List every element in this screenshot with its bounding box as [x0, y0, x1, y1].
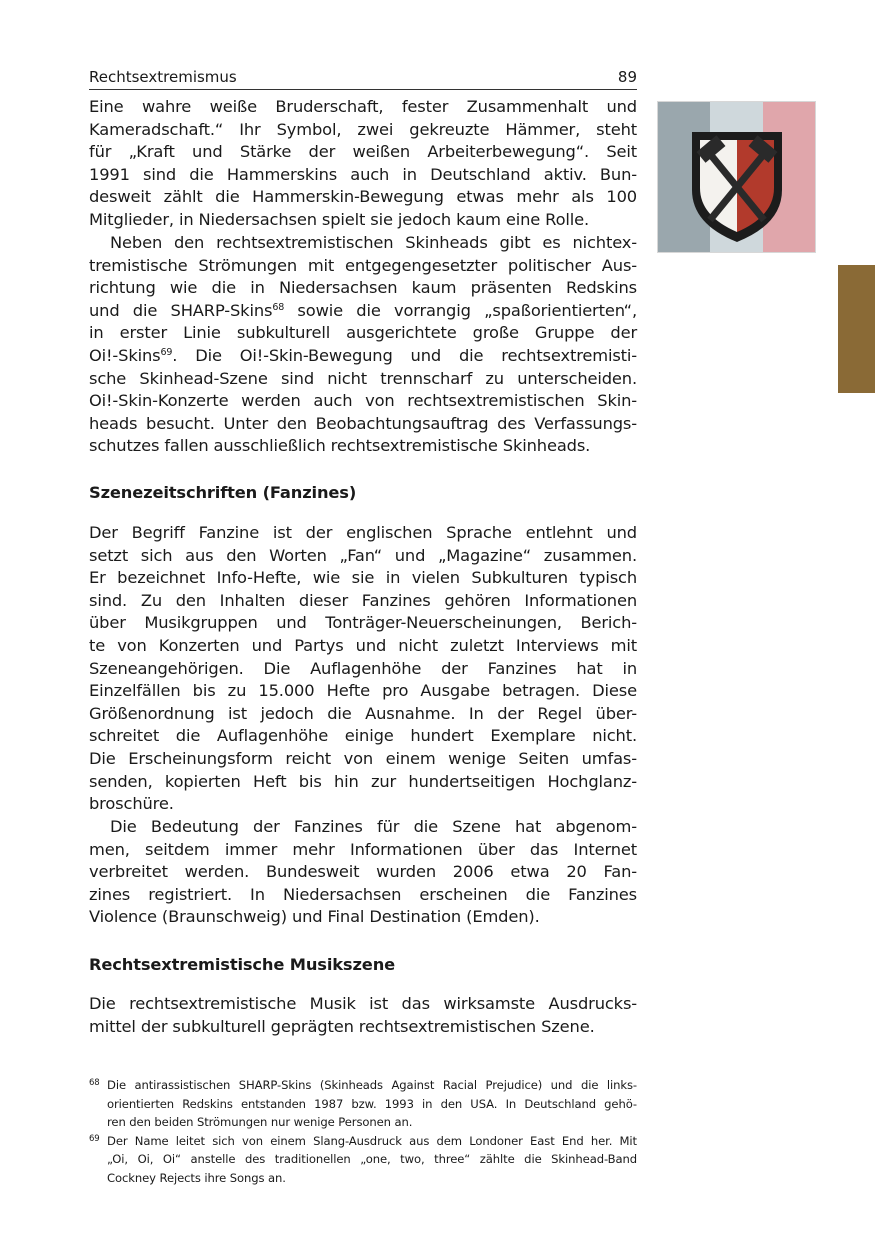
text-line: te von Konzerten und Partys und nicht zuletzt Interviews mit — [89, 635, 637, 655]
footnote-69 — [89, 1132, 637, 1188]
running-header — [89, 67, 637, 87]
footnotes — [89, 1076, 637, 1188]
text-line: 1991 sind die Hammerskins auch in Deutschland aktiv. Bun- — [89, 164, 637, 184]
footnote-68 — [89, 1076, 637, 1132]
footnote-line: Der Name leitet sich von einem Slang-Ausdruck aus dem Londoner East End her. Mit — [107, 1133, 637, 1148]
crossed-hammers-shield-icon — [658, 102, 815, 252]
chapter-tab — [838, 265, 875, 393]
footnote-ref-68[interactable]: 68 — [272, 301, 285, 313]
paragraph-1 — [89, 96, 637, 232]
hammerskin-emblem-image — [657, 101, 816, 253]
text-fragment: Oi!-Skins — [89, 345, 161, 365]
text-line: senden, kopierten Heft bis hin zur hundertseitigen Hochglanz- — [89, 771, 637, 791]
text-line: Die Erscheinungsform reicht von einem wenige Seiten umfas- — [89, 748, 637, 768]
footnote-line: „Oi, Oi, Oi“ anstelle des traditionellen „one, two, three“ zählte die Skinhead-Band — [107, 1152, 637, 1167]
text-line: Eine wahre weiße Bruderschaft, fester Zusammenhalt und — [89, 97, 637, 116]
footnote-number: 69 — [89, 1133, 100, 1144]
text-line: Kameradschaft.“ Ihr Symbol, zwei gekreuzte Hämmer, steht — [89, 119, 637, 139]
text-line: Einzelfällen bis zu 15.000 Hefte pro Ausgabe betragen. Diese — [89, 681, 637, 701]
text-line: Die rechtsextremistische Musik ist das wirksamste Ausdrucks- — [89, 994, 637, 1013]
section-heading-fanzines: Szenezeitschriften (Fanzines) — [89, 483, 357, 502]
text-line: tremistische Strömungen mit entgegengesetzter politischer Aus- — [89, 255, 637, 275]
footnote-line: orientierten Redskins entstanden 1987 bzw. 1993 in den USA. In Deutschland gehö- — [107, 1096, 637, 1111]
footnote-number: 68 — [89, 1078, 100, 1088]
text-line — [89, 300, 637, 323]
text-line: für „Kraft und Stärke der weißen Arbeiterbewegung“. Seit — [89, 142, 637, 162]
text-line: Der Begriff Fanzine ist der englischen Sprache entlehnt und — [89, 523, 637, 542]
text-line: Die Bedeutung der Fanzines für die Szene hat abgenom- — [110, 817, 637, 836]
footnote-line: ren den beiden Strömungen nur wenige Personen an. — [107, 1115, 413, 1130]
text-line: richtung wie die in Niedersachsen kaum präsenten Redskins — [89, 278, 637, 298]
footnote-line: Die antirassistischen SHARP-Skins (Skinheads Against Racial Prejudice) und die links- — [107, 1078, 637, 1092]
text-line: Mitglieder, in Niedersachsen spielt sie jedoch kaum eine Rolle. — [89, 209, 590, 229]
text-line: über Musikgruppen und Tonträger-Neuerscheinungen, Berich- — [89, 613, 637, 633]
text-line: schutzes fallen ausschließlich rechtsextremistische Skinheads. — [89, 436, 591, 456]
text-line: zines registriert. In Niedersachsen erscheinen die Fanzines — [89, 884, 637, 904]
paragraph-3 — [89, 522, 637, 816]
text-line: mittel der subkulturell geprägten rechtsextremistischen Szene. — [89, 1016, 595, 1036]
text-line: Oi!-Skin-Konzerte werden auch von rechtsextremistischen Skin- — [89, 391, 637, 411]
text-line: heads besucht. Unter den Beobachtungsauftrag des Verfassungs- — [89, 413, 637, 433]
section-heading-musikszene: Rechtsextremistische Musikszene — [89, 955, 396, 974]
footnote-ref-69[interactable]: 69 — [160, 346, 173, 358]
text-line: in erster Linie subkulturell ausgerichtete große Gruppe der — [89, 323, 637, 343]
text-line: men, seitdem immer mehr Informationen über das Internet — [89, 839, 637, 859]
text-fragment: und die SHARP-Skins — [89, 300, 273, 320]
text-line: desweit zählt die Hammerskin-Bewegung etwas mehr als 100 — [89, 187, 637, 207]
header-rule — [89, 89, 637, 90]
paragraph-2 — [89, 232, 637, 458]
text-line: sind. Zu den Inhalten dieser Fanzines gehören Informationen — [89, 590, 637, 610]
footnote-line: Cockney Rejects ihre Songs an. — [107, 1170, 286, 1185]
text-line: setzt sich aus den Worten „Fan“ und „Magazine“ zusammen. — [89, 545, 637, 565]
running-title: Rechtsextremismus — [89, 68, 237, 86]
text-line: Neben den rechtsextremistischen Skinheads gibt es nichtex- — [110, 233, 637, 252]
text-line — [89, 345, 637, 368]
text-fragment: . Die Oi!-Skin-Bewegung und die rechtsextremisti- — [172, 345, 637, 365]
text-line: sche Skinhead-Szene sind nicht trennscharf zu unterscheiden. — [89, 368, 637, 388]
text-line: verbreitet werden. Bundesweit wurden 2006 etwa 20 Fan- — [89, 862, 637, 882]
text-line: Violence (Braunschweig) und Final Destination (Emden). — [89, 907, 540, 927]
text-line: Er bezeichnet Info-Hefte, wie sie in vielen Subkulturen typisch — [89, 568, 637, 588]
text-fragment: sowie die vorrangig „spaßorientierten“, — [297, 300, 637, 320]
page-number: 89 — [617, 68, 637, 86]
paragraph-4 — [89, 816, 637, 929]
paragraph-5 — [89, 993, 637, 1038]
text-line: Szeneangehörigen. Die Auflagenhöhe der Fanzines hat in — [89, 658, 637, 678]
text-line: schreitet die Auflagenhöhe einige hundert Exemplare nicht. — [89, 726, 637, 746]
text-line: broschüre. — [89, 794, 174, 814]
text-line: Größenordnung ist jedoch die Ausnahme. In der Regel über- — [89, 703, 637, 723]
